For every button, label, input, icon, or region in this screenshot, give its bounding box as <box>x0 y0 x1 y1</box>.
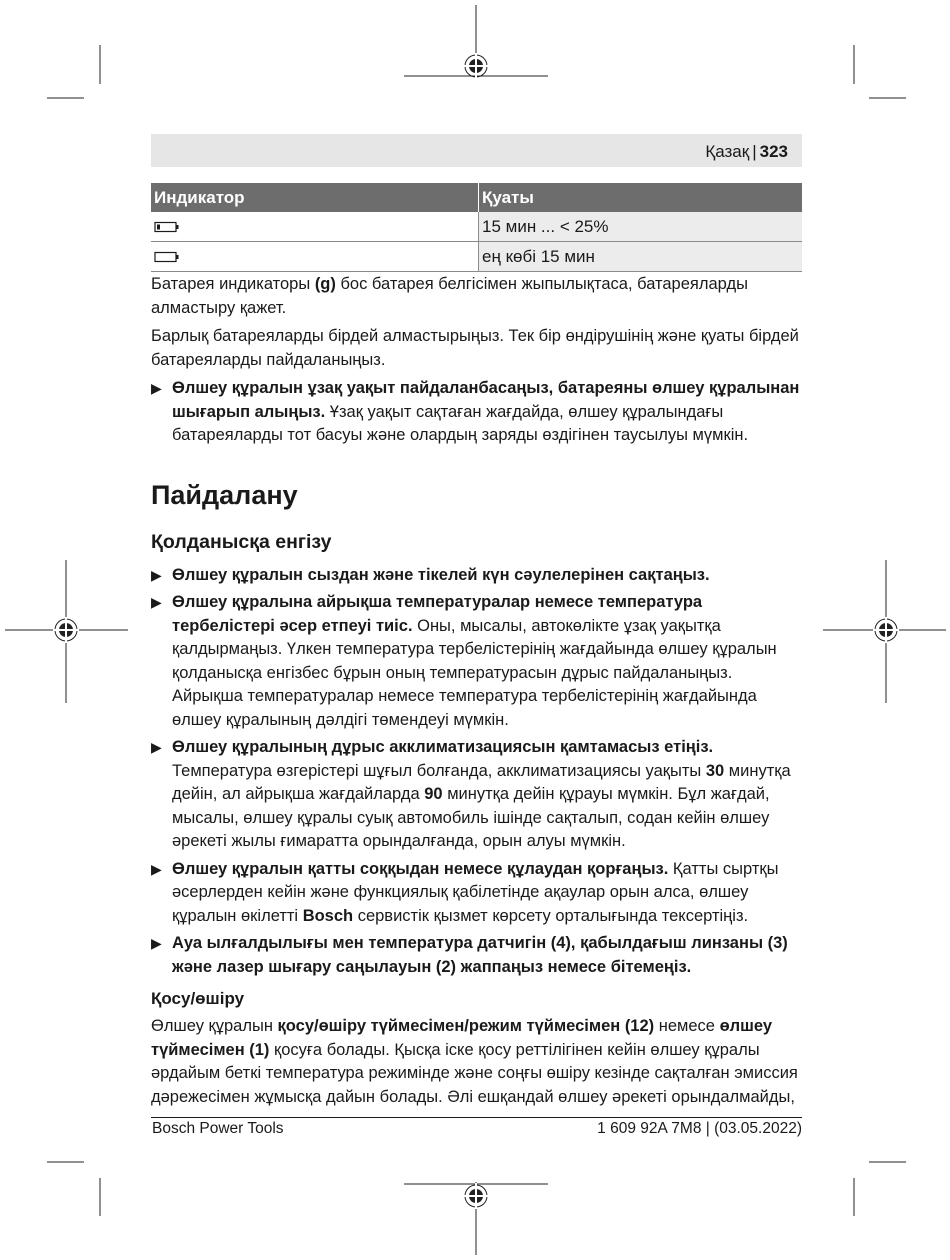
page-header-band <box>151 134 802 167</box>
list-item: ▶ Өлшеу құралын сыздан және тікелей күн сәулелерінен сақтаңыз. <box>151 564 803 588</box>
table-cell-capacity: ең көбі 15 мин <box>479 242 803 272</box>
main-content <box>151 273 803 1114</box>
list-item: ▶ Ауа ылғалдылығы мен температура датчигін (4), қабылдағыш линзаны (3) және лазер шығару саңылауын (2) жаппаңыз немесе бітемеңіз. <box>151 934 788 976</box>
bullet-arrow-icon: ▶ <box>151 935 162 951</box>
table-cell-indicator <box>151 212 479 242</box>
table-row <box>151 212 802 242</box>
table-header-indicator: Индикатор <box>151 183 479 212</box>
table-cell-indicator <box>151 242 479 272</box>
bullet-arrow-icon: ▶ <box>151 594 162 610</box>
battery-indicator-table <box>151 183 802 272</box>
page-number: 323 <box>759 142 788 161</box>
section-title: Пайдалану <box>151 479 298 510</box>
table-cell-capacity: 15 мин ... < 25% <box>479 212 803 242</box>
battery-empty-icon <box>154 251 180 263</box>
registration-mark-top <box>463 53 489 79</box>
bullet-arrow-icon: ▶ <box>151 566 162 583</box>
battery-indicator-paragraph: Батарея индикаторы (g) бос батарея белгісімен жыпылықтаса, батареяларды алмастыру қажет. <box>151 275 748 317</box>
footer-doc-number: 1 609 92A 7M8 | (03.05.2022) <box>597 1120 802 1137</box>
registration-mark-left <box>53 617 79 643</box>
table-header-capacity: Қуаты <box>479 183 803 212</box>
registration-mark-bottom <box>463 1183 489 1209</box>
bullet-arrow-icon: ▶ <box>151 739 162 755</box>
list-item: ▶ Өлшеу құралын ұзақ уақыт пайдаланбасаңыз, батареяны өлшеу құралынан шығарып алыңыз. Ұзақ уақыт сақтаған жағдайда, өлшеу құралындағы батареяларды тот басуы және олардың заряды өздігінен таусылуы мүмкін. <box>151 379 800 444</box>
page-header: Қазақ | 323 <box>705 142 788 161</box>
list-item: ▶ Өлшеу құралына айрықша температуралар немесе температура тербелістері әсер етпеуі тиіс. Оны, мысалы, автокөлікте ұзақ уақытқа қалдырмаңыз. Үлкен температура тербелістерінің жағдайында өлшеу құралын қолданысқа енгізбес бұрын оның температурасын дұрыс пайдаланыңыз. Айрықша температуралар немесе температура тербелістерінің жағдайында өлшеу құралының дәлдігі төмендеуі мүмкін. <box>151 593 777 729</box>
registration-mark-right <box>873 617 899 643</box>
onoff-paragraph: Өлшеу құралын қосу/өшіру түймесімен/режим түймесімен (12) немесе өлшеу түймесімен (1) қосуға болады. Қысқа іске қосу реттілігінен кейін өлшеу құралы әрдайым беткі температура режимінде және соңғы өшіру кезінде сақталған эмиссия дәрежесімен жұмысқа дайын болады. Әлі ешқандай өлшеу әрекеті орындалмайды, <box>151 1017 798 1106</box>
header-language: Қазақ <box>705 142 750 161</box>
bullet-arrow-icon: ▶ <box>151 860 162 877</box>
replace-batteries-paragraph: Барлық батареяларды бірдей алмастырыңыз. Тек бір өндірушінің және қуаты бірдей батареяларды пайдаланыңыз. <box>151 327 799 369</box>
bullet-arrow-icon: ▶ <box>151 380 162 396</box>
subsection-title: Қолданысқа енгізу <box>151 530 332 553</box>
footer-brand: Bosch Power Tools <box>152 1120 284 1137</box>
onoff-heading: Қосу/өшіру <box>151 989 245 1008</box>
list-item: ▶ Өлшеу құралының дұрыс акклиматизациясын қамтамасыз етіңіз. Температура өзгерістері шұғыл болғанда, акклиматизациясы уақыты 30 минутқа дейін, ал айрықша жағдайларда 90 минутқа дейін құрауы мүмкін. Бұл жағдай, мысалы, өлшеу құралы суық автомобиль ішінде сақталып, содан кейін өлшеу әрекеті жылы ғимаратта орындалғанда, орын алуы мүмкін. <box>151 738 791 850</box>
table-row <box>151 242 802 272</box>
footer-divider <box>151 1117 802 1118</box>
battery-low-icon <box>154 221 180 233</box>
list-item: ▶ Өлшеу құралын қатты соққыдан немесе құлаудан қорғаңыз. Қатты сыртқы әсерлерден кейін және функциялық қабілетінде ақаулар орын алса, өлшеу құралын өкілетті Bosch сервистік қызмет көрсету орталығында тексертіңіз. <box>151 859 779 925</box>
